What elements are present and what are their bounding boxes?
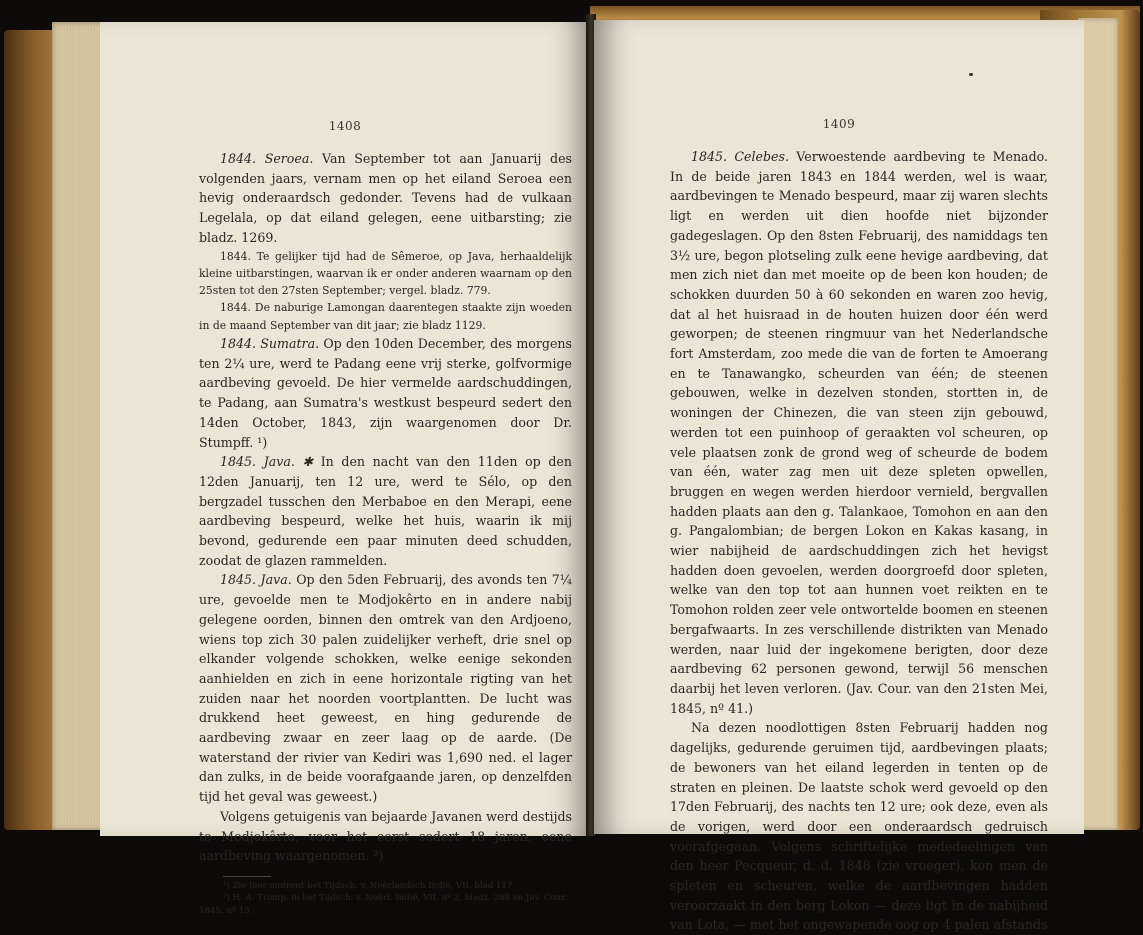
paragraph (670, 147, 1048, 718)
page-number: 1409 (822, 117, 856, 131)
paragraph (199, 570, 572, 806)
paragraph-text: Van September tot aan Januarij des volgenden jaars, vernam men op het eiland Seroea een hevig onderaardsch gedonder. Tevens had de vulkaan Legelala, op dat eiland gelegen, eene uitbarsting; zie bladz. 1269. (199, 151, 572, 245)
paragraph (670, 718, 1048, 935)
paragraph (199, 807, 572, 866)
right-page-body (670, 147, 1048, 935)
paragraph (199, 149, 572, 248)
paragraph-text: Verwoestende aardbeving te Menado. In de beide jaren 1843 en 1844 werden, wel is waar, aardbevingen te Menado bespeurd, maar zij waren slechts ligt en werden uit dien hoofde niet bijzonder gadegeslagen. Op den 8sten Februarij, des namiddags ten 3½ ure, begon plotseling zulk eene hevige aardbeving, dat men zich niet dan met moeite op de been kon houden; de schokken duurden 50 à 60 sekonden en waren zoo hevig, dat al het huisraad in de houten huizen door één werd geworpen; de steenen ringmuur van het Nederlandsche fort Amsterdam, zoo mede die van de forten te Amoerang en te Tanawangko, scheurden van één; de steenen gebouwen, welke in dezelven stonden, stortten in, de woningen der Chinezen, die van steen zijn gebouwd, werden tot een puinhoop of geraakten vol scheuren, op vele plaatsen zonk de grond weg of scheurde de bodem van één, water zag men uit deze spleten opwellen, bruggen en wegen werden hierdoor vernield, bergvallen hadden plaats aan den g. Talankaoe, Tomohon en aan den g. Pangalombian; de bergen Lokon en Kakas kasang, in wier nabijheid de aardschuddingen zich het hevigst hadden doen gevoelen, werden doorgroefd door spleten, welke van den top tot aan hunnen voet reikten en te Tomohon rolden zeer vele ontwortelde boomen en steenen bergafwaarts. In zes verschillende distrikten van Menado werden, naar luid der ingekomene berigten, door deze aardbeving 62 personen gewond, terwijl 56 menschen daarbij het leven verloren. (Jav. Cour. van den 21sten Mei, 1845, nº 41.) (670, 149, 1048, 716)
page-number: 1408 (328, 119, 362, 133)
left-page-body (199, 149, 572, 917)
paper-speck (969, 73, 973, 76)
entry-heading: 1845. Java. ✱ (220, 454, 314, 470)
paragraph-text: 1844. Te gelijker tijd had de Sêmeroe, op Java, herhaaldelijk kleine uitbarstingen, waarvan ik er onder anderen waarnam op den 25sten tot den 27sten September; vergel. bladz. 779. (199, 249, 572, 298)
right-page (594, 20, 1084, 933)
paragraph-text: Na dezen noodlottigen 8sten Februarij hadden nog dagelijks, gedurende geruimen tijd, aardbevingen plaats; de bewoners van het eiland legerden in tenten op de straten en pleinen. De laatste schok werd gevoeld op den 17den Februarij, des nachts ten 12 ure; ook deze, even als de vorigen, werd door een onderaardsch gedruisch voorafgegaan. Volgens schriftelijke mededeelingen van den heer Pecqueur, d. d. 1848 (zie vroeger), kon men de spleten en scheuren, welke de aardbevingen hadden veroorzaakt in den berg Lokon — deze ligt in de nabijheid van Lota, — met het ongewapende oog op 4 palen afstands (670, 720, 1048, 933)
paragraph-text: Op den 5den Februarij, des avonds ten 7¼ ure, gevoelde men te Modjokêrto en in andere nabij gelegene oorden, binnen den omtrek van den Ardjoeno, wiens top zich 30 palen zuidelijker verheft, drie snel op elkander volgende schokken, welke eenige sekonden aanhielden en zich in eene horizontale rigting van het zuiden naar het noorden voortplantten. De lucht was drukkend heet geweest, en hing gedurende de aardbeving zwaar en zeer laag op de aarde. (De waterstand der rivier van Kediri was 1,690 ned. el lager dan zulks, in de beide voorafgaande jaren, op denzelfden tijd het geval was geweest.) (199, 572, 572, 805)
entry-heading: 1844. Seroea. (220, 151, 314, 166)
left-page (100, 22, 590, 916)
footnote: ¹) Zie hier omtrent het Tijdsch. v. Neêrlandsch Indië, VII. blad 117. (223, 880, 516, 891)
paragraph-text: Volgens getuigenis van bejaarde Javanen werd destijds te Modjokêrto, voor het eerst sedert 18 jaren, eene aardbeving waargenomen. ²) (199, 808, 572, 864)
right-page-edges (1078, 18, 1118, 830)
paragraph (199, 248, 572, 300)
paragraph-text: Op den 10den December, des morgens ten 2¼ ure, werd te Padang eene vrij sterke, golfvormige aardbeving gevoeld. De hier vermelde aardschuddingen, te Padang, aan Sumatra's westkust bespeurd sedert den 14den October, 1843, zijn waargenomen door Dr. Stumpff. ¹) (199, 336, 572, 450)
footnote-divider (223, 876, 271, 877)
entry-heading: 1845. Java. (220, 572, 292, 588)
paragraph (199, 452, 572, 570)
footnote: ²) H. A. Tromp, in het Tijdsch. v. Neêrl. Indië, VII. nº 2, bladz. 288 en Jav. Cour. 1845, nº 15. (199, 893, 568, 916)
entry-heading: 1845. Celebes. (691, 149, 789, 164)
paragraph-text: 1844. De naburige Lamongan daarentegen staakte zijn woeden in de maand September van dit jaar; zie bladz 1129. (199, 301, 572, 332)
paragraph (199, 299, 572, 334)
entry-heading: 1844. Sumatra. (220, 336, 320, 351)
paragraph (199, 334, 572, 452)
paragraph-text: In den nacht van den 11den op den 12den Januarij, ten 12 ure, werd te Sélo, op den bergzadel tusschen den Merbaboe en den Merapi, eene aardbeving bespeurd, welke het huis, waarin ik mij bevond, gedurende een paar minuten deed schudden, zoodat de glazen rammelden. (199, 454, 572, 568)
